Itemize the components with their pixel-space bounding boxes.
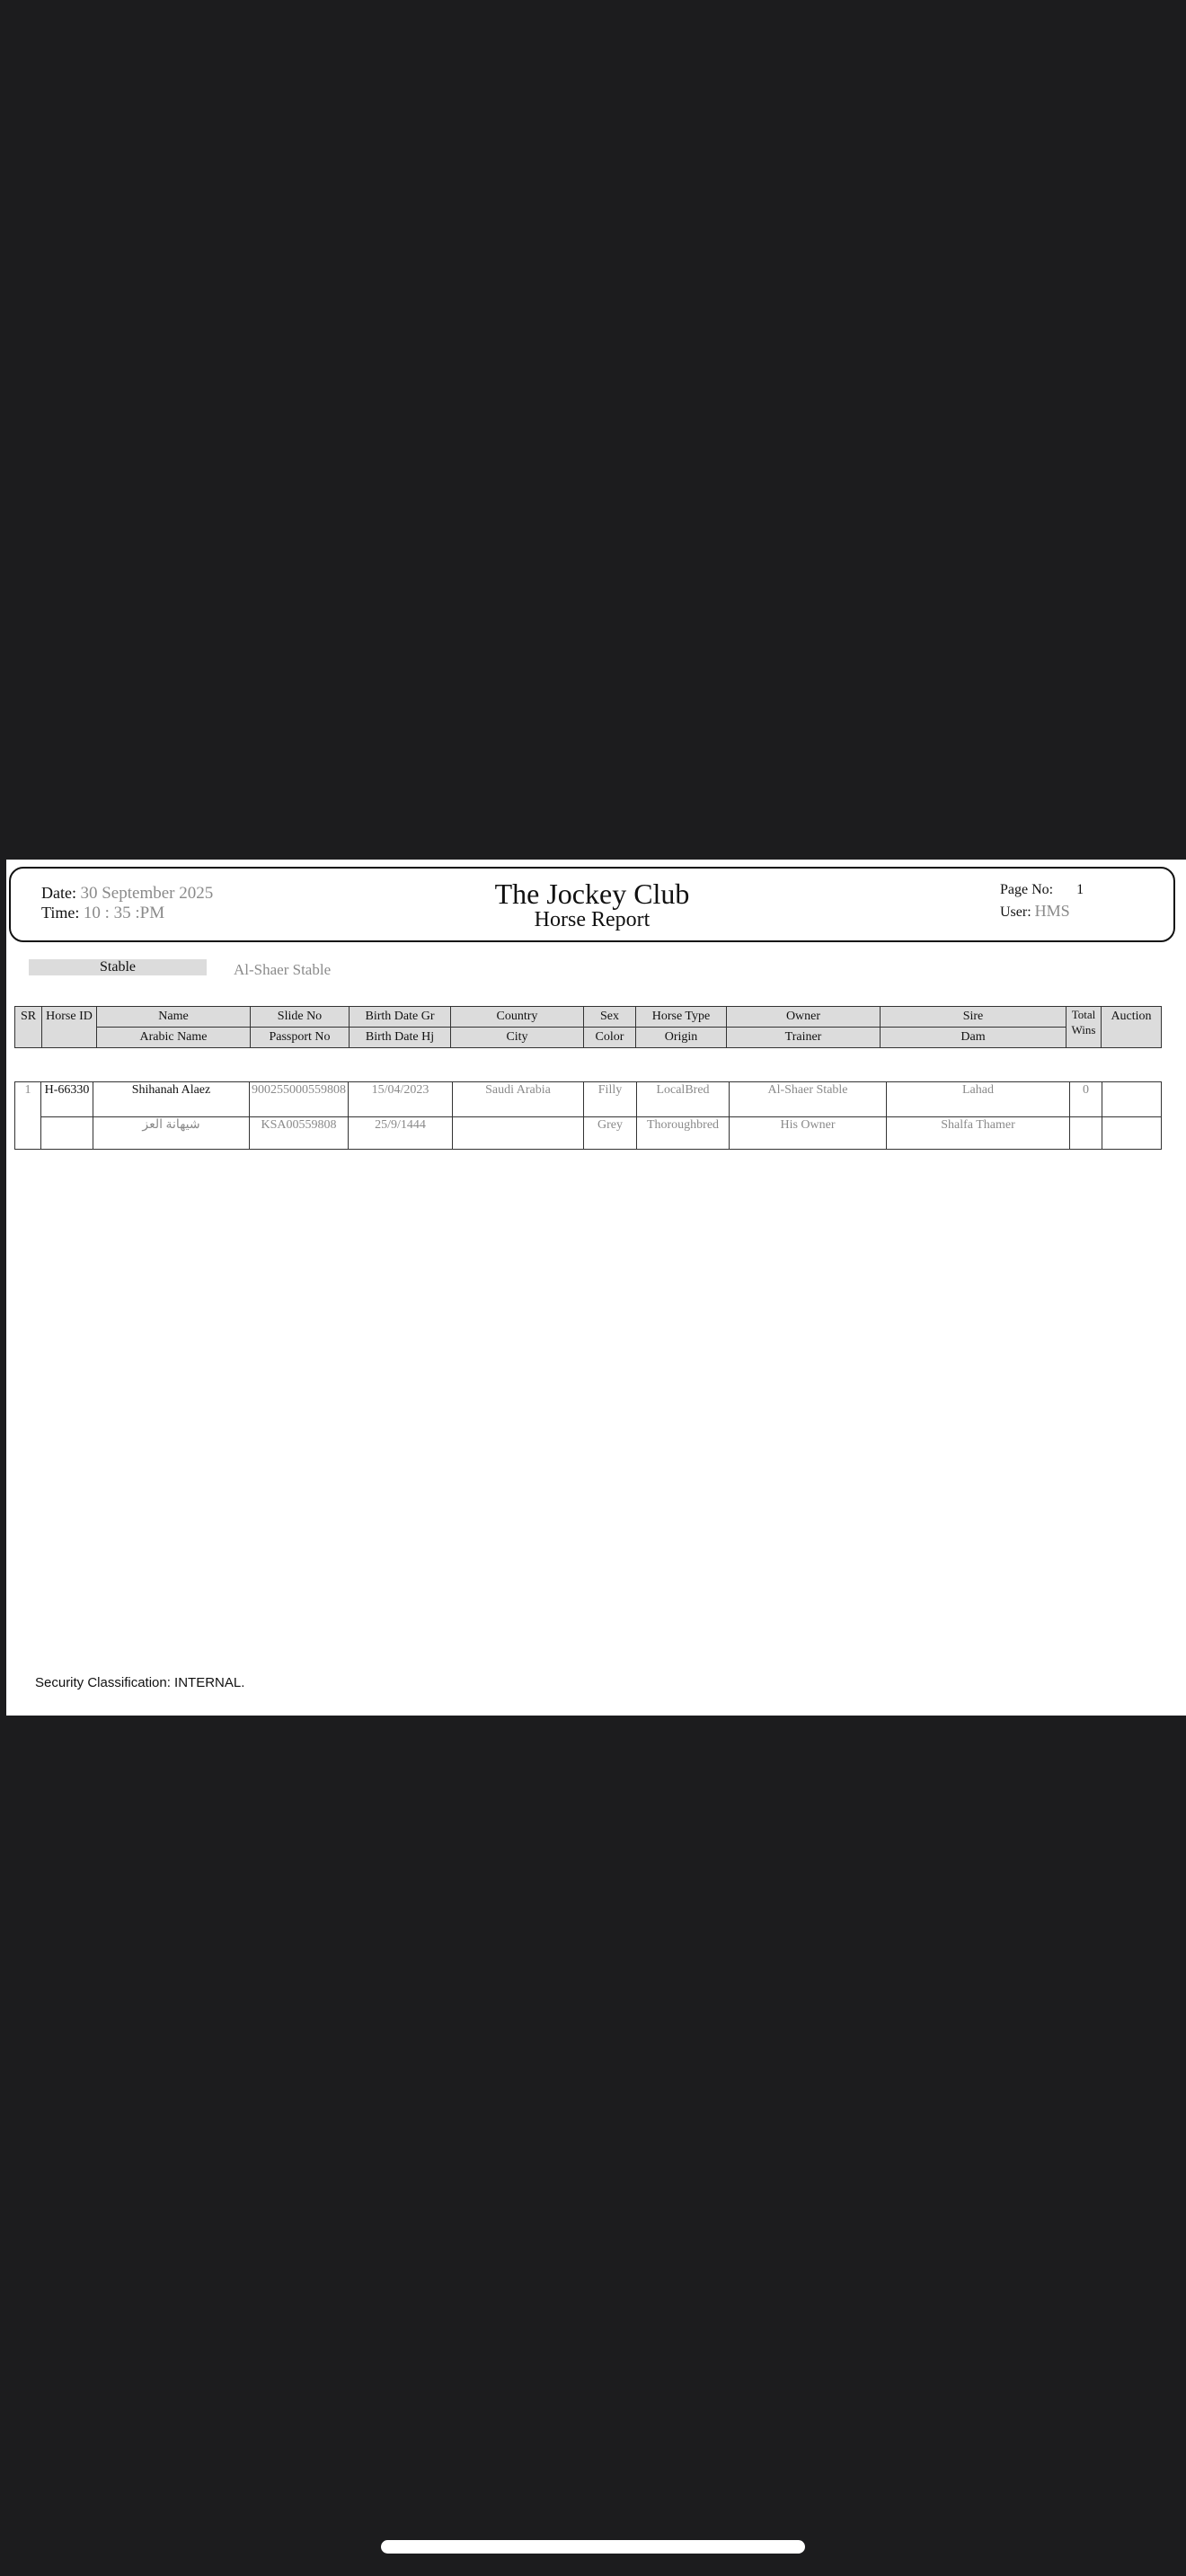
col-country: Country (451, 1007, 584, 1028)
horse-sex: Filly (584, 1082, 637, 1117)
horse-country: Saudi Arabia (453, 1082, 584, 1117)
horse-trainer: His Owner (730, 1117, 887, 1150)
horse-auction (1102, 1082, 1162, 1117)
horse-name: Shihanah Alaez (93, 1082, 250, 1117)
col-dam: Dam (881, 1028, 1067, 1048)
horse-auction-secondary-blank (1102, 1117, 1162, 1150)
home-indicator[interactable] (381, 2540, 805, 2554)
horse-total-wins-secondary-blank (1070, 1117, 1102, 1150)
report-header (9, 867, 1175, 942)
col-total-wins: Total Wins (1067, 1007, 1102, 1048)
col-horse-id: Horse ID (42, 1007, 97, 1048)
user-label: User: (1000, 904, 1031, 920)
horse-slide-no: 900255000559808 (250, 1082, 349, 1117)
page-value: 1 (1076, 882, 1084, 897)
col-auction: Auction (1102, 1007, 1162, 1048)
horse-total-wins: 0 (1070, 1082, 1102, 1117)
col-sr: SR (15, 1007, 42, 1048)
col-city: City (451, 1028, 584, 1048)
col-birth-date-hj: Birth Date Hj (350, 1028, 451, 1048)
horse-origin: Thoroughbred (637, 1117, 730, 1150)
horse-city (453, 1117, 584, 1150)
col-sire: Sire (881, 1007, 1067, 1028)
report-title: The Jockey Club (494, 878, 690, 910)
col-origin: Origin (636, 1028, 727, 1048)
horse-arabic-name: شيهانة العز (93, 1117, 250, 1150)
horse-dam: Shalfa Thamer (887, 1117, 1070, 1150)
horse-data-table (14, 1081, 1162, 1150)
user-value: HMS (1034, 902, 1070, 920)
user-line (1000, 902, 1070, 921)
horse-owner: Al-Shaer Stable (730, 1082, 887, 1117)
col-color: Color (584, 1028, 636, 1048)
horse-row-secondary (15, 1117, 1162, 1150)
col-name: Name (97, 1007, 251, 1028)
horse-birth-date-gr: 15/04/2023 (349, 1082, 453, 1117)
date-value: 30 September 2025 (80, 884, 214, 903)
security-classification: Security Classification: INTERNAL. (35, 1675, 245, 1690)
date-label: Date: (41, 884, 76, 902)
column-header-table (14, 1006, 1162, 1048)
col-passport-no: Passport No (251, 1028, 350, 1048)
horse-birth-date-hj: 25/9/1444 (349, 1117, 453, 1150)
horse-color: Grey (584, 1117, 637, 1150)
report-subtitle: Horse Report (534, 908, 651, 931)
page-label: Page No: (1000, 882, 1054, 897)
horse-sr: 1 (15, 1082, 41, 1150)
time-value: 10 : 35 :PM (83, 904, 165, 922)
col-trainer: Trainer (727, 1028, 881, 1048)
horse-passport-no: KSA00559808 (250, 1117, 349, 1150)
col-horse-type: Horse Type (636, 1007, 727, 1028)
col-slide-no: Slide No (251, 1007, 350, 1028)
horse-id-secondary-blank (41, 1117, 93, 1150)
stable-label: Stable (29, 959, 207, 975)
horse-type: LocalBred (637, 1082, 730, 1117)
stable-value: Al-Shaer Stable (234, 961, 332, 978)
col-arabic-name: Arabic Name (97, 1028, 251, 1048)
time-label: Time: (41, 904, 80, 922)
horse-sire: Lahad (887, 1082, 1070, 1117)
page-line (1000, 882, 1084, 898)
horse-row (15, 1082, 1162, 1117)
col-owner: Owner (727, 1007, 881, 1028)
report-page (6, 860, 1186, 1716)
col-birth-date-gr: Birth Date Gr (350, 1007, 451, 1028)
horse-id: H-66330 (41, 1082, 93, 1117)
col-sex: Sex (584, 1007, 636, 1028)
